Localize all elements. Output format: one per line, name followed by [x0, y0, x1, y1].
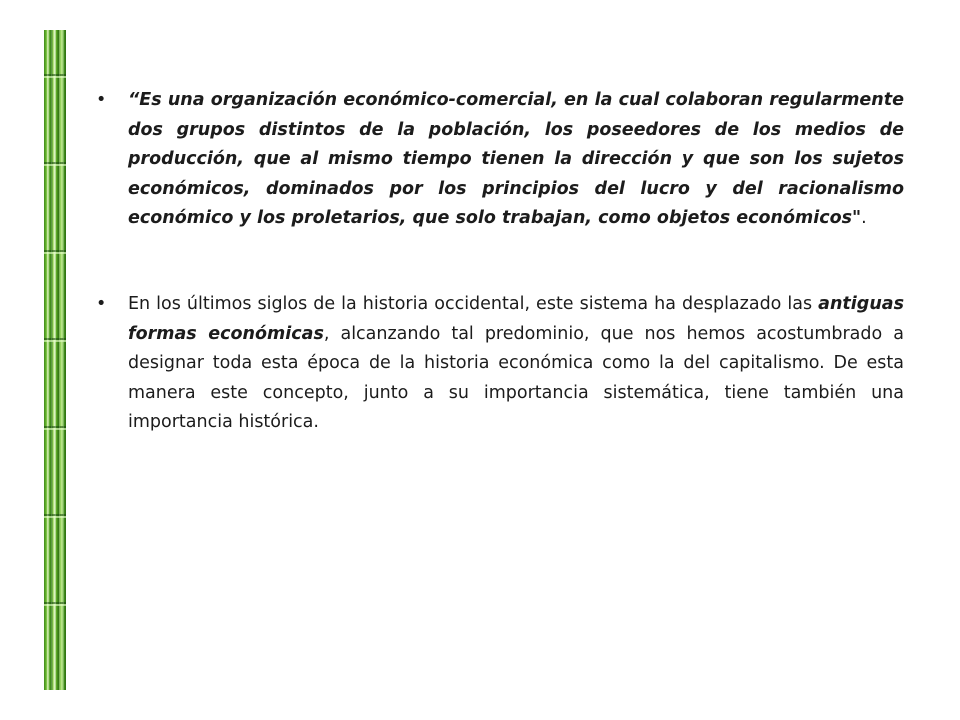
quote-text: “Es una organización económico-comercial, en la cual colaboran regularmente dos grupos distintos de la población, los poseedores de los medios de producción, que al mismo tiempo tienen la dirección y que son los sujetos económicos, dominados por los principios del lucro y del racionalismo económico y los proletarios, que solo trabajan, como objetos económicos" — [128, 90, 904, 229]
quote-period: . — [861, 208, 867, 229]
history-emphasis: antiguas formas económicas — [128, 293, 904, 344]
bullet-dot-icon: • — [96, 90, 107, 110]
history-text-end: , alcanzando tal predominio, que nos hemos acostumbrado a designar toda esta época de la historia económica como la del capitalismo. De esta manera este concepto, junto a su importancia sistemática, tiene también una importancia histórica. — [128, 323, 904, 433]
bullet-dot-icon: • — [96, 293, 107, 314]
history-text-start: En los últimos siglos de la historia occidental, este sistema ha desplazado las — [128, 293, 819, 314]
slide-content — [96, 86, 904, 438]
bamboo-decoration — [44, 30, 66, 690]
bullet-item-history — [96, 290, 904, 438]
bullet-item-quote — [96, 86, 904, 234]
